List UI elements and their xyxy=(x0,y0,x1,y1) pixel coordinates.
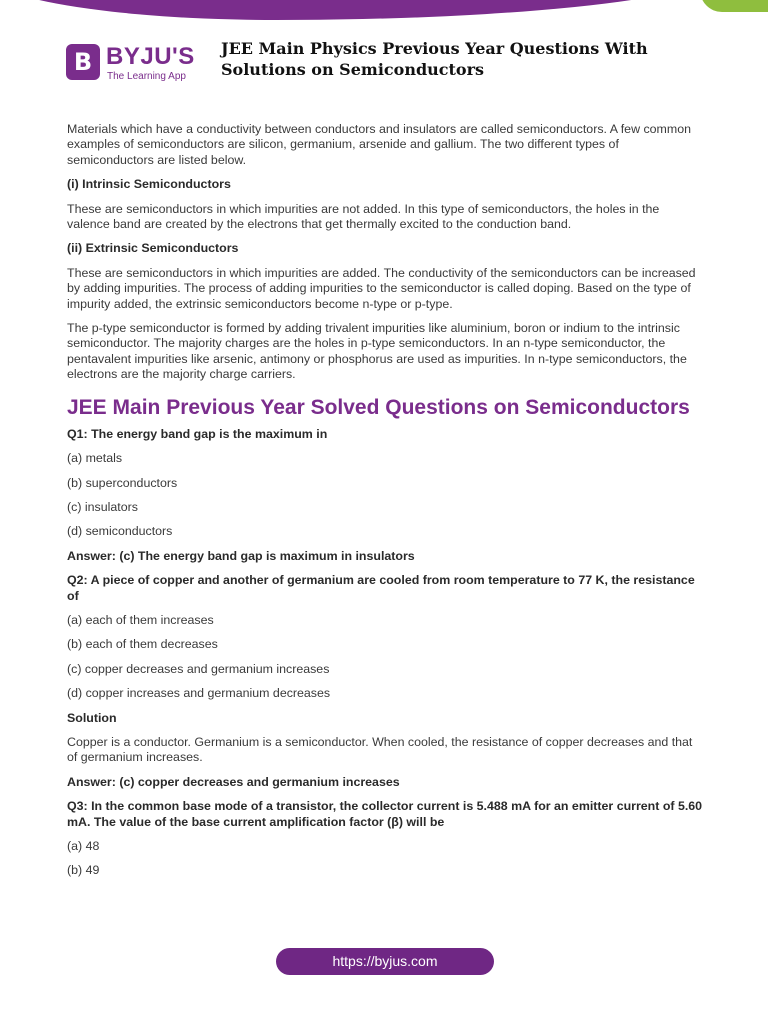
q1-question: Q1: The energy band gap is the maximum in xyxy=(67,426,328,441)
q1-option-b: (b) superconductors xyxy=(67,475,178,490)
intrinsic-heading: (i) Intrinsic Semiconductors xyxy=(67,177,231,192)
document-title: JEE Main Physics Previous Year Questions With Solutions on Semiconductors xyxy=(221,39,648,79)
page-header xyxy=(66,38,726,98)
extrinsic-paragraph: These are semiconductors in which impurities are added. The conductivity of the semiconductors can be increased by adding impurities. The process of adding impurities to the semiconductor is called doping. Based on the type of impurity added, the extrinsic semiconductors become n-type or p-type. xyxy=(67,265,696,311)
q3-option-a: (a) 48 xyxy=(67,839,100,853)
q1-option-c: (c) insulators xyxy=(67,499,138,514)
top-band-green xyxy=(700,0,768,12)
byjus-logo xyxy=(66,44,198,88)
footer-website-link[interactable]: https://byjus.com xyxy=(276,948,494,975)
document-body xyxy=(67,122,703,888)
q2-option-b: (b) each of them decreases xyxy=(67,637,218,652)
q1-option-a: (a) metals xyxy=(67,451,123,466)
q3-question: Q3: In the common base mode of a transistor, the collector current is 5.488 mA for an emitter current of 5.60 mA. The value of the base current amplification factor (β) will be xyxy=(67,799,703,829)
q2-option-d: (d) copper increases and germanium decreases xyxy=(67,686,331,701)
q3-option-b: (b) 49 xyxy=(67,863,100,878)
intro-paragraph: Materials which have a conductivity between conductors and insulators are called semiconductors. A few common examples of semiconductors are silicon, germanium, arsenide and gallium. The two different types of semiconductors are listed below. xyxy=(67,122,691,167)
top-decorative-band xyxy=(0,0,768,26)
q2-solution-text: Copper is a conductor. Germanium is a semiconductor. When cooled, the resistance of copper decreases and that of germanium increases. xyxy=(67,734,693,765)
q1-option-d: (d) semiconductors xyxy=(67,524,173,539)
top-band-purple xyxy=(0,0,720,20)
q2-option-a: (a) each of them increases xyxy=(67,612,214,627)
logo-badge-icon: B xyxy=(66,44,100,80)
section-heading: JEE Main Previous Year Solved Questions on Semiconductors xyxy=(67,395,690,419)
logo-name: BYJU'S xyxy=(106,43,195,70)
logo-tagline: The Learning App xyxy=(107,71,186,82)
q2-answer: Answer: (c) copper decreases and germanium increases xyxy=(67,774,400,789)
q2-question: Q2: A piece of copper and another of germanium are cooled from room temperature to 77 K, the resistance of xyxy=(67,573,695,603)
q2-option-c: (c) copper decreases and germanium increases xyxy=(67,661,330,676)
extrinsic-heading: (ii) Extrinsic Semiconductors xyxy=(67,241,239,256)
ptype-paragraph: The p-type semiconductor is formed by adding trivalent impurities like aluminium, boron or indium to the intrinsic semiconductor. The majority charges are the holes in p-type semiconductors. In an n-type semiconductor, the pentavalent impurities like arsenic, antimony or phosphorus are used as impurities. In n-type semiconductors, the electrons are the majority charge carriers. xyxy=(67,321,687,382)
intrinsic-paragraph: These are semiconductors in which impurities are not added. In this type of semiconductors, the holes in the valence band are created by the electrons that get thermally excited to the conduction band. xyxy=(67,201,660,232)
q1-answer: Answer: (c) The energy band gap is maximum in insulators xyxy=(67,548,415,563)
q2-solution-label: Solution xyxy=(67,710,117,725)
